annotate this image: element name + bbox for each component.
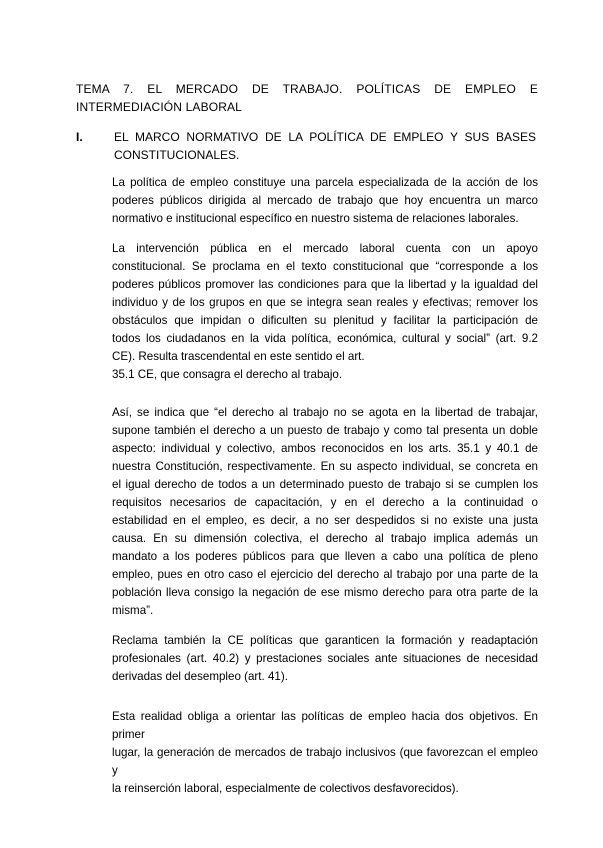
paragraph-line: poderes públicos dirigida al mercado de trabajo que hoy encuentra un marco	[112, 194, 538, 207]
paragraph-line: profesionales (art. 40.2) y prestaciones sociales ante situaciones de necesidad	[112, 652, 538, 665]
paragraph-line: supone también el derecho a un puesto de trabajo y como tal presenta un doble	[112, 424, 538, 437]
paragraph-line: Esta realidad obliga a orientar las políticas de empleo hacia dos objetivos. En primer	[112, 710, 538, 741]
paragraph-line: lugar, la generación de mercados de trabajo inclusivos (que favorezcan el empleo y	[112, 746, 538, 777]
paragraph-line: 35.1 CE, que consagra el derecho al trabajo.	[112, 368, 343, 381]
paragraph-line: Así, se indica que “el derecho al trabajo no se agota en la libertad de trabajar,	[112, 406, 538, 419]
paragraph-line: empleo, pues en otro caso el ejercicio del derecho al trabajo por una parte de la	[112, 568, 538, 581]
paragraph-line: mandato a los poderes públicos para que lleven a cabo una política de pleno	[112, 550, 538, 563]
paragraph-3	[112, 404, 538, 620]
section-number: I.	[76, 130, 83, 144]
paragraph-line: causa. En su dimensión colectiva, el derecho al trabajo implica además un	[112, 532, 538, 545]
paragraph-line: La política de empleo constituye una parcela especializada de la acción de los	[112, 176, 538, 189]
paragraph-line: CE). Resulta trascendental en este sentido el art.	[112, 350, 365, 363]
paragraph-line: nuestra Constitución, respectivamente. En su aspecto individual, se concreta en	[112, 460, 538, 473]
paragraph-line: Reclama también la CE políticas que garanticen la formación y readaptación	[112, 634, 538, 647]
paragraph-line: población lleva consigo la negación de ese mismo derecho para otra parte de la	[112, 586, 538, 599]
paragraph-line: La intervención pública en el mercado laboral cuenta con un apoyo	[112, 242, 538, 255]
paragraph-line: constitucional. Se proclama en el texto constitucional que “corresponde a los	[112, 260, 538, 273]
paragraph-line: derivadas del desempleo (art. 41).	[112, 670, 288, 683]
paragraph-line: el igual derecho de todos a un determinado puesto de trabajo si se cumplen los	[112, 478, 538, 491]
document-title: TEMA 7. EL MERCADO DE TRABAJO. POLÍTICAS DE EMPLEO E INTERMEDIACIÓN LABORAL	[76, 82, 538, 114]
paragraph-line: obstáculos que impidan o dificulten su plenitud y facilitar la participación de	[112, 314, 538, 327]
paragraph-1	[112, 174, 538, 228]
paragraph-line: normativo e institucional específico en nuestro sistema de relaciones laborales.	[112, 212, 519, 225]
paragraph-line: misma”.	[112, 604, 154, 617]
paragraph-line: requisitos necesarios de capacitación, y en el derecho a la continuidad o	[112, 496, 538, 509]
paragraph-line: estabilidad en el empleo, es decir, a no ser despedidos si no existe una justa	[112, 514, 538, 527]
paragraph-5	[112, 708, 538, 798]
section-title: EL MARCO NORMATIVO DE LA POLÍTICA DE EMPLEO Y SUS BASES CONSTITUCIONALES.	[114, 130, 536, 162]
paragraph-4	[112, 632, 538, 686]
paragraph-line: individuo y de los grupos en que se integra sean reales y efectivas; remover los	[112, 296, 538, 309]
paragraph-2	[112, 240, 538, 384]
paragraph-line: todos los ciudadanos en la vida política, económica, cultural y social” (art. 9.2	[112, 332, 538, 345]
paragraph-line: aspecto: individual y colectivo, ambos reconocidos en los arts. 35.1 y 40.1 de	[112, 442, 538, 455]
paragraph-line: poderes públicos promover las condiciones para que la libertad y la igualdad del	[112, 278, 538, 291]
paragraph-line: la reinserción laboral, especialmente de colectivos desfavorecidos).	[112, 782, 459, 795]
